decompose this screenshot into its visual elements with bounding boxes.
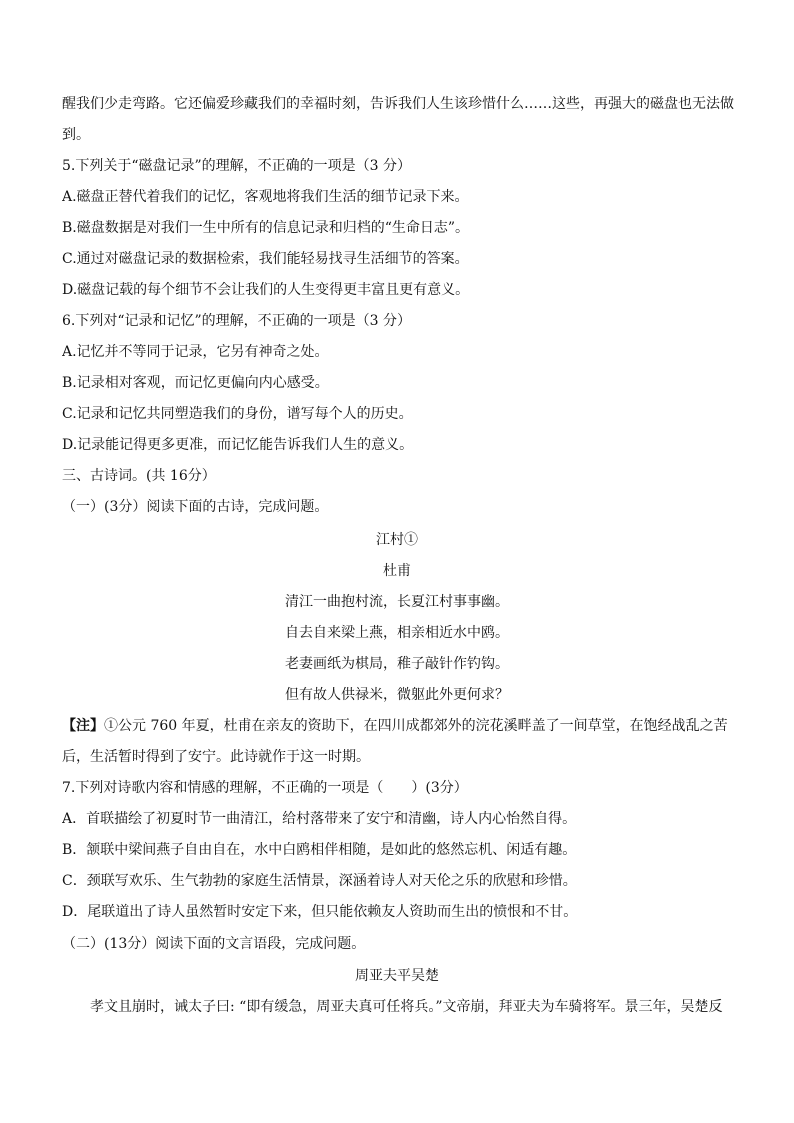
question-5-option-c: C.通过对磁盘记录的数据检索，我们能轻易找寻生活细节的答案。 [62, 251, 469, 267]
poem-line-3: 老妻画纸为棋局，稚子敲针作钓钩。 [285, 656, 509, 672]
classical-text-title: 周亚夫平吴楚 [355, 968, 439, 984]
section-3-part-2-heading: （二）(13分）阅读下面的文言语段，完成问题。 [62, 936, 366, 952]
poem-note-label: 【注】 [62, 718, 104, 734]
poem-note-text-1: ①公元 760 年夏，杜甫在亲友的资助下，在四川成都郊外的浣花溪畔盖了一间草堂，在饱经战乱之苦 [104, 718, 728, 734]
question-7-option-a: A．首联描绘了初夏时节一曲清江，给村落带来了安宁和清幽，诗人内心怡然自得。 [62, 811, 577, 827]
question-5-option-d: D.磁盘记载的每个细节不会让我们的人生变得更丰富且更有意义。 [62, 282, 470, 298]
classical-text-first-line: 孝文且崩时，诫太子曰: “即有缓急，周亚夫真可任将兵。”文帝崩，拜亚夫为车骑将军。景三年，吴楚反 [90, 999, 723, 1015]
question-5-option-b: B.磁盘数据是对我们一生中所有的信息记录和归档的“生命日志”。 [62, 220, 470, 236]
question-6-option-d: D.记录能记得更多更准，而记忆能告诉我们人生的意义。 [62, 437, 414, 453]
poem-title: 江村① [376, 532, 418, 548]
question-5-option-a: A.磁盘正替代着我们的记忆，客观地将我们生活的细节记录下来。 [62, 189, 469, 205]
question-5-stem: 5.下列关于“磁盘记录”的理解，不正确的一项是（3 分） [62, 158, 412, 174]
question-6-option-a: A.记忆并不等同于记录，它另有神奇之处。 [62, 344, 329, 360]
question-6-option-b: B.记录相对客观，而记忆更偏向内心感受。 [62, 375, 329, 391]
question-6-option-c: C.记录和记忆共同塑造我们的身份，谱写每个人的历史。 [62, 406, 413, 422]
question-7-stem: 7.下列对诗歌内容和情感的理解，不正确的一项是（ ）(3分） [62, 780, 468, 796]
poem-note-line-1 [62, 716, 742, 736]
poem-line-1: 清江一曲抱村流，长夏江村事事幽。 [285, 594, 509, 610]
question-7-option-b: B．颔联中梁间燕子自由自在，水中白鸥相伴相随，是如此的悠然忘机、闲适有趣。 [62, 842, 577, 858]
poem-line-4: 但有故人供禄米，微躯此外更何求？ [285, 687, 509, 703]
passage-tail-line-2: 到。 [62, 127, 90, 143]
question-7-option-d: D．尾联道出了诗人虽然暂时安定下来，但只能依赖友人资助而生出的愤恨和不甘。 [62, 904, 578, 920]
poem-note-line-2: 后，生活暂时得到了安宁。此诗就作于这一时期。 [62, 749, 370, 765]
question-7-option-c: C．颈联写欢乐、生气勃勃的家庭生活情景，深涵着诗人对天伦之乐的欣慰和珍惜。 [62, 873, 577, 889]
section-3-part-1-heading: （一）(3分）阅读下面的古诗，完成问题。 [62, 499, 329, 515]
question-6-stem: 6.下列对“记录和记忆”的理解，不正确的一项是（3 分） [62, 313, 412, 329]
poem-line-2: 自去自来梁上燕，相亲相近水中鸥。 [285, 625, 509, 641]
section-3-heading: 三、古诗词。(共 16分） [62, 468, 216, 484]
poem-author: 杜甫 [383, 563, 411, 579]
passage-tail-line-1: 醒我们少走弯路。它还偏爱珍藏我们的幸福时刻，告诉我们人生该珍惜什么……这些，再强大的磁盘也无法做 [62, 96, 734, 112]
